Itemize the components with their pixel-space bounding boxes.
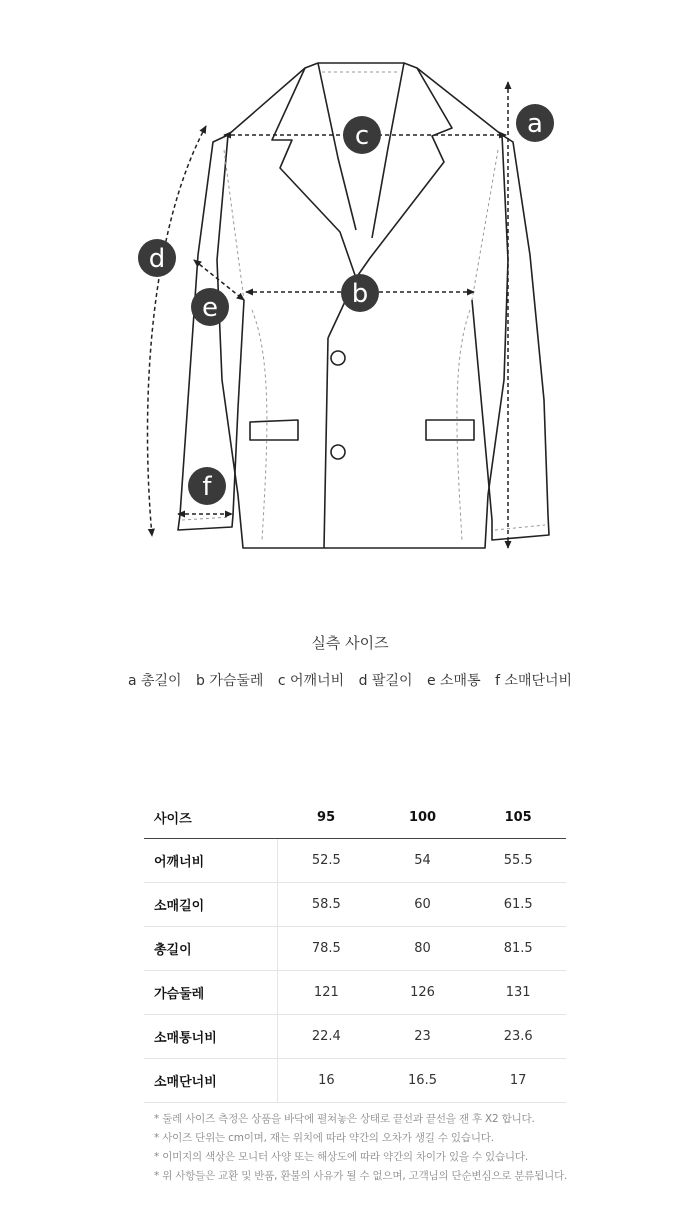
measure-marker-b [341, 274, 379, 312]
cell-value: 17 [470, 1059, 566, 1103]
table-row [144, 1015, 566, 1059]
row-label: 가슴둘레 [144, 971, 278, 1015]
measure-marker-f [188, 467, 226, 505]
cell-value: 22.4 [278, 1015, 375, 1059]
cell-value: 23.6 [470, 1015, 566, 1059]
cell-value: 58.5 [278, 883, 375, 927]
cell-value: 54 [375, 839, 471, 883]
svg-text:c: c [354, 121, 370, 151]
cell-value: 61.5 [470, 883, 566, 927]
svg-text:e: e [202, 293, 218, 323]
size-caption-title: 실측 사이즈 [311, 634, 389, 652]
size-notes [154, 1110, 567, 1186]
header-100: 100 [375, 796, 471, 839]
note-line: * 위 사항들은 교환 및 반품, 환불의 사유가 될 수 없으며, 고객님의 단순변심으로 분류됩니다. [154, 1170, 568, 1182]
cell-value: 55.5 [470, 839, 566, 883]
legend-item-shoulder: c 어깨너비 [277, 673, 345, 689]
svg-text:a: a [527, 109, 543, 139]
row-label: 소매단너비 [144, 1059, 278, 1103]
table-row [144, 883, 566, 927]
row-label: 소매통너비 [144, 1015, 278, 1059]
legend-item-cuff-width: f 소매단너비 [495, 673, 573, 689]
svg-text:f: f [202, 472, 212, 502]
measure-marker-e [191, 288, 229, 326]
svg-text:b: b [351, 279, 369, 309]
header-105: 105 [470, 796, 566, 839]
cell-value: 80 [375, 927, 471, 971]
cell-value: 121 [278, 971, 375, 1015]
cell-value: 23 [375, 1015, 471, 1059]
note-line: * 둘레 사이즈 측정은 상품을 바닥에 펼쳐놓은 상태로 끝선과 끝선을 잰 후 X2 합니다. [154, 1113, 535, 1125]
cell-value: 16.5 [375, 1059, 471, 1103]
cell-value: 78.5 [278, 927, 375, 971]
legend-item-sleeve-length: d 팔길이 [358, 673, 413, 689]
header-size: 사이즈 [144, 796, 278, 839]
cell-value: 60 [375, 883, 471, 927]
jacket-size-diagram [0, 0, 700, 600]
row-label: 어깨너비 [144, 839, 278, 883]
legend-item-chest: b 가슴둘레 [196, 673, 264, 689]
legend-item-total-length: a 총길이 [127, 673, 182, 689]
note-line: * 이미지의 색상은 모니터 사양 또는 해상도에 따라 약간의 차이가 있을 수 있습니다. [154, 1151, 528, 1163]
cell-value: 126 [375, 971, 471, 1015]
cell-value: 131 [470, 971, 566, 1015]
table-row [144, 1059, 566, 1103]
table-row [144, 839, 566, 883]
measure-marker-d [138, 239, 176, 277]
row-label: 총길이 [144, 927, 278, 971]
table-row [144, 971, 566, 1015]
size-table [144, 796, 566, 1103]
measure-marker-a [516, 104, 554, 142]
cell-value: 81.5 [470, 927, 566, 971]
measurement-legend [0, 670, 700, 690]
measure-marker-c [343, 116, 381, 154]
note-line: * 사이즈 단위는 cm이며, 재는 위치에 따라 약간의 오차가 생길 수 있습니다. [154, 1132, 494, 1144]
table-row [144, 927, 566, 971]
table-header-row [144, 796, 566, 839]
cell-value: 52.5 [278, 839, 375, 883]
cell-value: 16 [278, 1059, 375, 1103]
legend-item-sleeve-width: e 소매통 [426, 673, 481, 689]
svg-text:d: d [148, 244, 166, 274]
row-label: 소매길이 [144, 883, 278, 927]
header-95: 95 [278, 796, 375, 839]
